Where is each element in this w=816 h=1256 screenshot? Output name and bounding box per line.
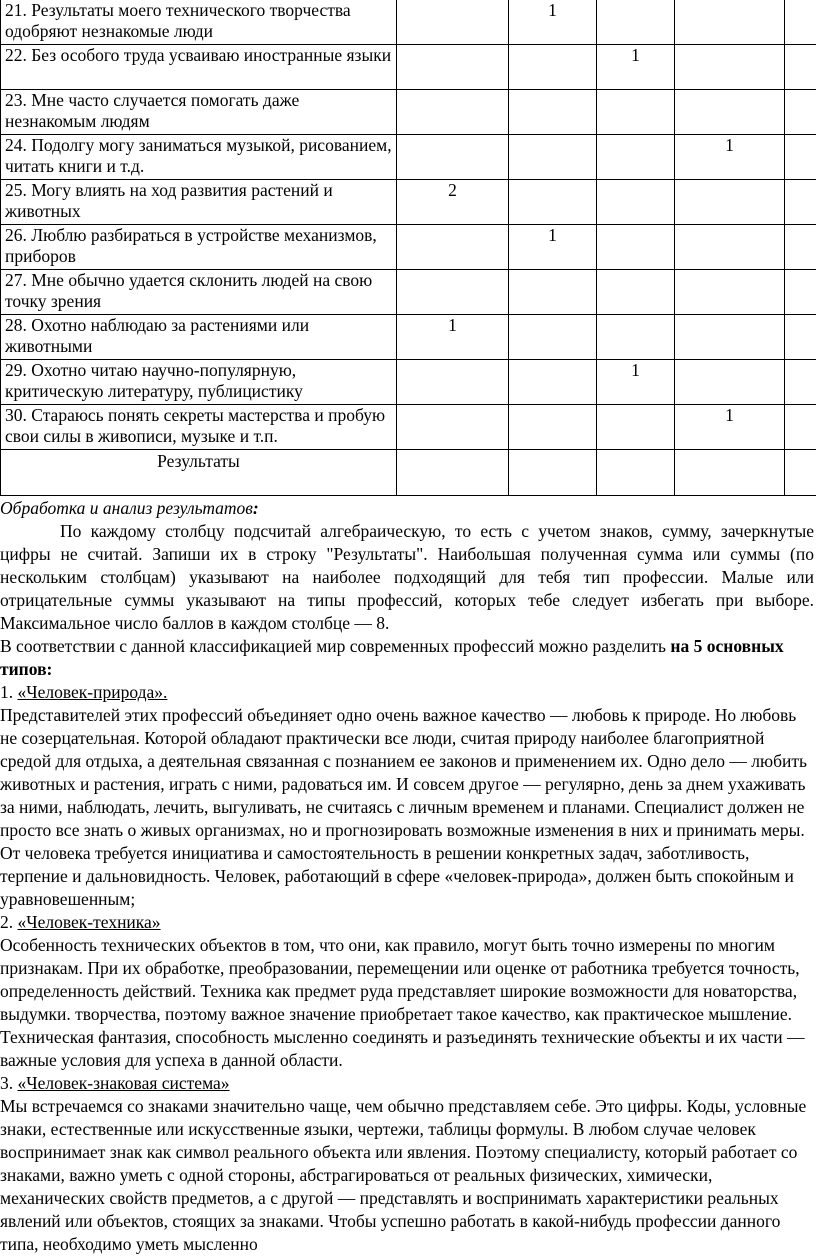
score-cell-c4: 1 bbox=[675, 135, 785, 180]
type-1-number: 1. bbox=[0, 682, 18, 702]
classification-intro bbox=[0, 635, 814, 681]
score-cell-c3 bbox=[597, 315, 675, 360]
score-cell-c1 bbox=[397, 360, 509, 405]
results-row bbox=[1, 450, 816, 496]
score-cell-c1 bbox=[397, 225, 509, 270]
questionnaire-table bbox=[0, 0, 816, 496]
analysis-heading-line bbox=[0, 497, 814, 520]
table-row bbox=[1, 315, 816, 360]
table-row bbox=[1, 90, 816, 135]
score-cell-c4 bbox=[675, 225, 785, 270]
table-row bbox=[1, 180, 816, 225]
table-row bbox=[1, 45, 816, 90]
score-cell-c4 bbox=[675, 0, 785, 45]
score-cell-c4: 1 bbox=[675, 405, 785, 450]
analysis-section bbox=[0, 497, 814, 1256]
score-cell-c5 bbox=[785, 90, 816, 135]
score-cell-c4 bbox=[675, 90, 785, 135]
score-cell-c5 bbox=[785, 180, 816, 225]
score-cell-c4 bbox=[675, 360, 785, 405]
score-cell-c2 bbox=[509, 315, 597, 360]
score-cell-c3 bbox=[597, 270, 675, 315]
score-cell-c4 bbox=[675, 45, 785, 90]
question-text: 21. Результаты моего технического творчества одобряют незнакомые люди bbox=[1, 0, 397, 45]
score-cell-c4 bbox=[675, 270, 785, 315]
score-cell-c3: 1 bbox=[597, 360, 675, 405]
score-cell-c1 bbox=[397, 405, 509, 450]
score-cell-c3 bbox=[597, 90, 675, 135]
score-cell-c1 bbox=[397, 270, 509, 315]
analysis-paragraph: По каждому столбцу подсчитай алгебраическую, то есть с учетом знаков, сумму, зачеркнутые цифры не считай. Запиши их в строку "Результаты". Наибольшая полученная сумма или суммы (по нескольким столбцам) указывают на наиболее подходящий для тебя тип профессии. Малые или отрицательные суммы указывают на типы профессий, которых тебе следует избегать при выборе. Максимальное число баллов в каждом столбце — 8. bbox=[0, 520, 814, 635]
score-cell-c3 bbox=[597, 405, 675, 450]
score-cell-c4 bbox=[675, 315, 785, 360]
results-cell-c5 bbox=[785, 450, 816, 496]
score-cell-c2 bbox=[509, 90, 597, 135]
results-label: Результаты bbox=[1, 450, 397, 496]
analysis-heading-colon: : bbox=[253, 498, 259, 518]
score-cell-c1 bbox=[397, 90, 509, 135]
results-cell-c2 bbox=[509, 450, 597, 496]
type-3-number: 3. bbox=[0, 1073, 18, 1093]
score-cell-c5 bbox=[785, 45, 816, 90]
questionnaire-body bbox=[1, 0, 816, 496]
table-row bbox=[1, 225, 816, 270]
score-cell-c5 bbox=[785, 405, 816, 450]
score-cell-c5 bbox=[785, 135, 816, 180]
question-text: 25. Могу влиять на ход развития растений и животных bbox=[1, 180, 397, 225]
question-text: 26. Люблю разбираться в устройстве механизмов, приборов bbox=[1, 225, 397, 270]
type-1-title: «Человек-природа». bbox=[18, 682, 168, 702]
score-cell-c3 bbox=[597, 135, 675, 180]
classification-intro-bold: на 5 основных типов: bbox=[0, 636, 784, 679]
results-cell-c3 bbox=[597, 450, 675, 496]
table-row bbox=[1, 135, 816, 180]
question-text: 22. Без особого труда усваиваю иностранные языки bbox=[1, 45, 397, 90]
type-2-number: 2. bbox=[0, 912, 18, 932]
type-2-title: «Человек-техника» bbox=[18, 912, 161, 932]
score-cell-c3: 1 bbox=[597, 45, 675, 90]
score-cell-c4 bbox=[675, 180, 785, 225]
classification-intro-text: В соответствии с данной классификацией мир современных профессий можно разделить bbox=[0, 636, 670, 656]
type-1-heading bbox=[0, 681, 814, 704]
score-cell-c5 bbox=[785, 315, 816, 360]
score-cell-c2 bbox=[509, 405, 597, 450]
score-cell-c5 bbox=[785, 225, 816, 270]
table-row bbox=[1, 405, 816, 450]
type-3-heading bbox=[0, 1072, 814, 1095]
type-3-body: Мы встречаемся со знаками значительно чаще, чем обычно представляем себе. Это цифры. Коды, условные знаки, естественные или искусственные языки, чертежи, таблицы формулы. В любом случае человек воспринимает знак как символ реального объекта или явления. Поэтому специалисту, который работает со знаками, важно уметь с одной стороны, абстрагироваться от реальных физических, химически, механических свойств предметов, а с другой — представлять и воспринимать характеристики реальных явлений или объектов, стоящих за знаками. Чтобы успешно работать в какой-нибудь профессии данного типа, необходимо уметь мысленно bbox=[0, 1095, 814, 1256]
type-3-title: «Человек-знаковая система» bbox=[18, 1073, 230, 1093]
question-text: 27. Мне обычно удается склонить людей на свою точку зрения bbox=[1, 270, 397, 315]
analysis-heading: Обработка и анализ результатов bbox=[0, 498, 253, 518]
score-cell-c1: 2 bbox=[397, 180, 509, 225]
question-text: 30. Стараюсь понять секреты мастерства и пробую свои силы в живописи, музыке и т.п. bbox=[1, 405, 397, 450]
score-cell-c3 bbox=[597, 0, 675, 45]
score-cell-c5 bbox=[785, 270, 816, 315]
table-row bbox=[1, 360, 816, 405]
score-cell-c2 bbox=[509, 270, 597, 315]
score-cell-c1: 1 bbox=[397, 315, 509, 360]
table-row bbox=[1, 270, 816, 315]
score-cell-c5 bbox=[785, 360, 816, 405]
score-cell-c2: 1 bbox=[509, 225, 597, 270]
score-cell-c2 bbox=[509, 180, 597, 225]
score-cell-c2 bbox=[509, 135, 597, 180]
score-cell-c1 bbox=[397, 135, 509, 180]
table-row bbox=[1, 0, 816, 45]
results-cell-c4 bbox=[675, 450, 785, 496]
score-cell-c1 bbox=[397, 0, 509, 45]
question-text: 28. Охотно наблюдаю за растениями или животными bbox=[1, 315, 397, 360]
score-cell-c3 bbox=[597, 180, 675, 225]
question-text: 24. Подолгу могу заниматься музыкой, рисованием, читать книги и т.д. bbox=[1, 135, 397, 180]
results-cell-c1 bbox=[397, 450, 509, 496]
score-cell-c2: 1 bbox=[509, 0, 597, 45]
question-text: 23. Мне часто случается помогать даже незнакомым людям bbox=[1, 90, 397, 135]
type-2-body: Особенность технических объектов в том, что они, как правило, могут быть точно измерены по многим признакам. При их обработке, преобразовании, перемещении или оценке от работника требуется точность, определенность действий. Техника как предмет руда представляет широкие возможности для новаторства, выдумки. творчества, поэтому важное значение приобретает такое качество, как практическое мышление. Техническая фантазия, способность мысленно соединять и разъединять технические объекты и их части — важные условия для успеха в данной области. bbox=[0, 934, 814, 1072]
type-1-body: Представителей этих профессий объединяет одно очень важное качество — любовь к природе. Но любовь не созерцательная. Которой обладают практически все люди, считая природу наиболее благоприятной средой для отдыха, а деятельная связанная с познанием ее законов и применением их. Одно дело — любить животных и растения, играть с ними, радоваться им. И совсем другое — регулярно, день за днем ухаживать за ними, наблюдать, лечить, выгуливать, не считаясь с личным временем и планами. Специалист должен не просто все знать о живых организмах, но и прогнозировать возможные изменения в них и принимать меры. От человека требуется инициатива и самостоятельность в решении конкретных задач, заботливость, терпение и дальновидность. Человек, работающий в сфере «человек-природа», должен быть спокойным и уравновешенным; bbox=[0, 704, 814, 911]
score-cell-c3 bbox=[597, 225, 675, 270]
type-2-heading bbox=[0, 911, 814, 934]
score-cell-c5 bbox=[785, 0, 816, 45]
question-text: 29. Охотно читаю научно-популярную, критическую литературу, публицистику bbox=[1, 360, 397, 405]
score-cell-c2 bbox=[509, 45, 597, 90]
score-cell-c2 bbox=[509, 360, 597, 405]
score-cell-c1 bbox=[397, 45, 509, 90]
